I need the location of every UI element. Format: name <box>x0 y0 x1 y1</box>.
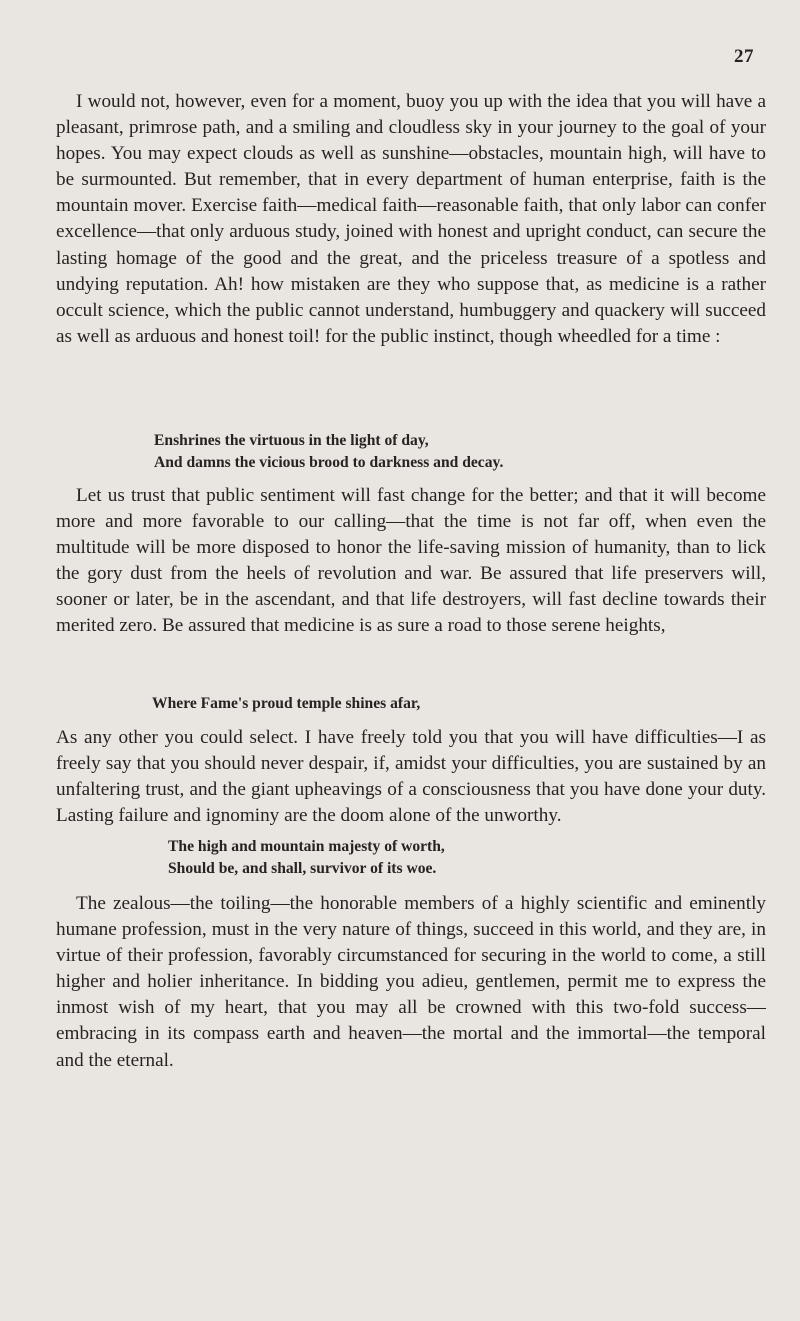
verse-line: And damns the vicious brood to darkness and decay. <box>154 454 504 471</box>
verse-quote-1 <box>154 430 503 474</box>
page-number: 27 <box>734 46 754 67</box>
verse-line: Should be, and shall, survivor of its woe. <box>168 860 437 877</box>
paragraph-1: I would not, however, even for a moment, buoy you up with the idea that you will have a pleasant, primrose path, and a smiling and cloudless sky in your journey to the goal of your hopes. You may expect clouds as well as sunshine—obstacles, mountain high, will have to be surmounted. But remember, that in every department of human enterprise, faith is the mountain mover. Exercise faith—medical faith—reasonable faith, that only labor can confer excellence—that only arduous study, joined with honest and upright conduct, can secure the lasting homage of the good and the great, and the priceless treasure of a spotless and undying reputation. Ah! how mistaken are they who suppose that, as medicine is a rather occult science, which the public cannot understand, humbuggery and quackery will succeed as well as arduous and honest toil! for the public instinct, though wheedled for a time : <box>56 91 766 347</box>
verse-line: Where Fame's proud temple shines afar, <box>152 695 421 712</box>
paragraph-4: The zealous—the toiling—the honorable members of a highly scientific and eminently humane profession, must in the very nature of things, succeed in this world, and they are, in virtue of their profession, favorably circumstanced for securing in the world to come, a still higher and holier inheritance. In bidding you adieu, gentlemen, permit me to express the inmost wish of my heart, that you may all be crowned with this two-fold success—embracing in its compass earth and heaven—the mortal and the immortal—the temporal and the eternal. <box>56 893 766 1071</box>
verse-quote-2 <box>152 693 420 715</box>
verse-line: The high and mountain majesty of worth, <box>168 838 445 855</box>
verse-line: Enshrines the virtuous in the light of day, <box>154 432 429 449</box>
verse-quote-3 <box>168 836 445 880</box>
paragraph-3: As any other you could select. I have freely told you that you will have difficulties—I as freely say that you should never despair, if, amidst your difficulties, you are sustained by an unfaltering trust, and the giant upheavings of a consciousness that you have done your duty. Lasting failure and ignominy are the doom alone of the unworthy. <box>56 727 766 827</box>
paragraph-2: Let us trust that public sentiment will fast change for the better; and that it will become more and more favorable to our calling—that the time is not far off, when even the multitude will be more disposed to honor the life-saving mission of humanity, than to lick the gory dust from the heels of revolution and war. Be assured that life preservers will, sooner or later, be in the ascendant, and that life destroyers, will fast decline towards their merited zero. Be assured that medicine is as sure a road to those serene heights, <box>56 485 766 637</box>
